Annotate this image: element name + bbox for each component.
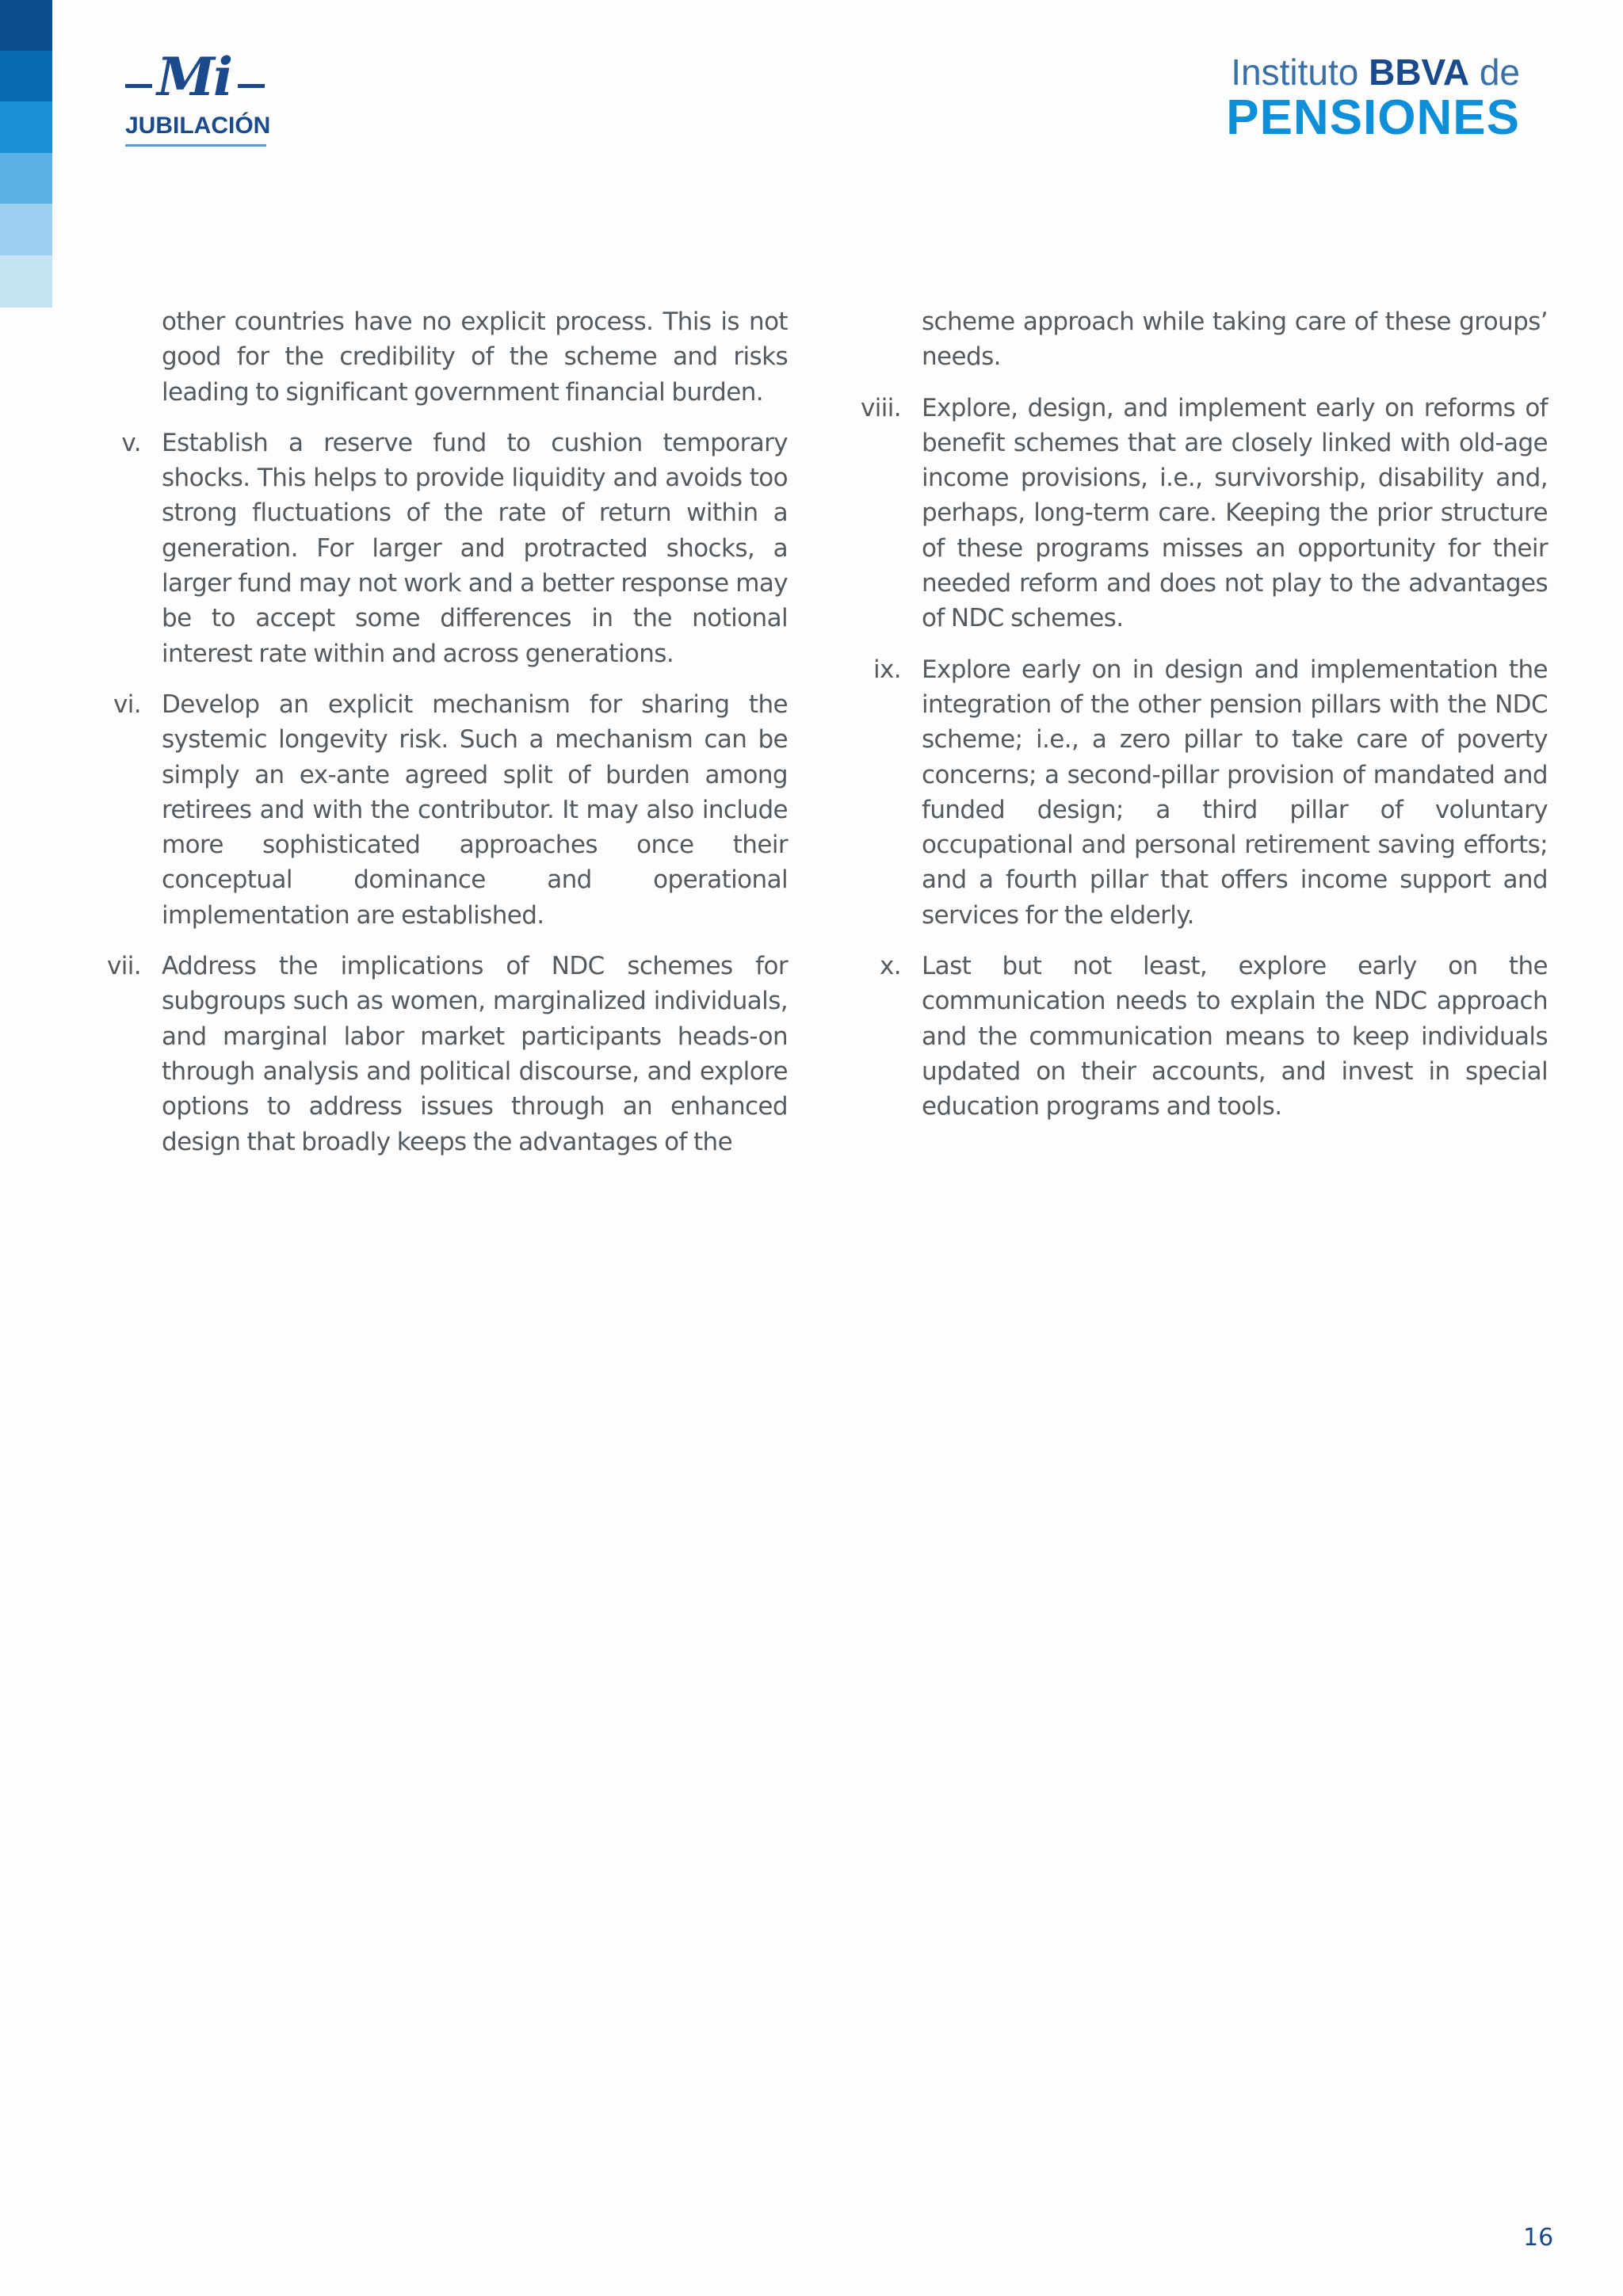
- mi-jubilacion-logo: [119, 46, 277, 154]
- logo-dash-right: [238, 84, 265, 88]
- color-band-segment: [0, 101, 52, 153]
- color-band-segment: [0, 153, 52, 204]
- list-item-number: viii.: [860, 393, 901, 422]
- color-band-segment: [0, 255, 52, 308]
- logo-instituto-line: [1226, 52, 1520, 93]
- logo-underline: [125, 144, 266, 147]
- list-item-number: ix.: [873, 655, 901, 684]
- color-band-segment: [0, 204, 52, 255]
- list-item-text: Establish a reserve fund to cushion temporary shocks. This helps to provide liquidity and avoids too strong fluctuations of the rate of return within a generation. For larger and protracted shocks, a larger fund may not work and a better response may be to accept some differences in the notional interest rate within and across generations.: [162, 428, 788, 668]
- logo-de-suffix: de: [1469, 52, 1520, 93]
- list-item-text: Explore early on in design and implementation the integration of the other pension pillars with the NDC scheme; i.e., a zero pillar to take care of poverty concerns; a second-pillar provision of mandated and funded design; a third pillar of voluntary occupational and personal retirement saving efforts; and a fourth pillar that offers income support and services for the elderly.: [922, 655, 1548, 930]
- list-item: [860, 391, 1548, 636]
- list-item-number: vii.: [106, 952, 141, 981]
- list-item: [880, 949, 1548, 1124]
- logo-instituto-prefix: Instituto: [1231, 52, 1369, 93]
- list-item: [106, 949, 788, 1159]
- logo-pensiones-text: PENSIONES: [1226, 90, 1520, 145]
- logo-dash-left: [125, 84, 152, 88]
- color-band-segment: [0, 0, 52, 51]
- color-band-segment: [0, 51, 52, 101]
- list-item: [121, 426, 788, 671]
- list-item-text: Last but not least, explore early on the communication needs to explain the NDC approach and the communication means to keep individuals updated on their accounts, and invest in special education programs and tools.: [922, 952, 1548, 1121]
- list-item: [873, 652, 1548, 933]
- logo-bbva-bold: BBVA: [1369, 52, 1470, 93]
- continued-paragraph: other countries have no explicit process. This is not good for the credibility of the scheme and risks leading to significant government financial burden.: [162, 308, 788, 407]
- list-item-number: vi.: [113, 690, 141, 719]
- list-item-number: v.: [121, 428, 141, 457]
- list-item: [113, 687, 788, 933]
- logo-mi-text: Mi: [157, 46, 232, 108]
- list-item-text: Explore, design, and implement early on reforms of benefit schemes that are closely linked with old-age income provisions, i.e., survivorship, disability and, perhaps, long-term care. Keeping the prior structure of these programs misses an opportunity for their needed reform and does not play to the advantages of NDC schemes.: [922, 393, 1548, 633]
- left-column: [106, 304, 788, 1175]
- right-column: [860, 304, 1548, 1140]
- list-item-text: Develop an explicit mechanism for sharing the systemic longevity risk. Such a mechanism can be simply an ex-ante agreed split of burden among retirees and with the contributor. It may also include more sophisticated approaches once their conceptual dominance and operational implementation are established.: [162, 690, 788, 930]
- continued-paragraph: scheme approach while taking care of these groups’ needs.: [922, 308, 1548, 372]
- list-item-text: Address the implications of NDC schemes for subgroups such as women, marginalized individuals, and marginal labor market participants heads-on through analysis and political discourse, and explore options to address issues through an enhanced design that broadly keeps the advantages of the: [162, 952, 788, 1156]
- list-item-number: x.: [880, 952, 901, 981]
- bbva-pensiones-logo: [1226, 54, 1520, 143]
- page-number: 16: [1523, 2224, 1554, 2252]
- logo-jubilacion-text: JUBILACIÓN: [125, 113, 271, 139]
